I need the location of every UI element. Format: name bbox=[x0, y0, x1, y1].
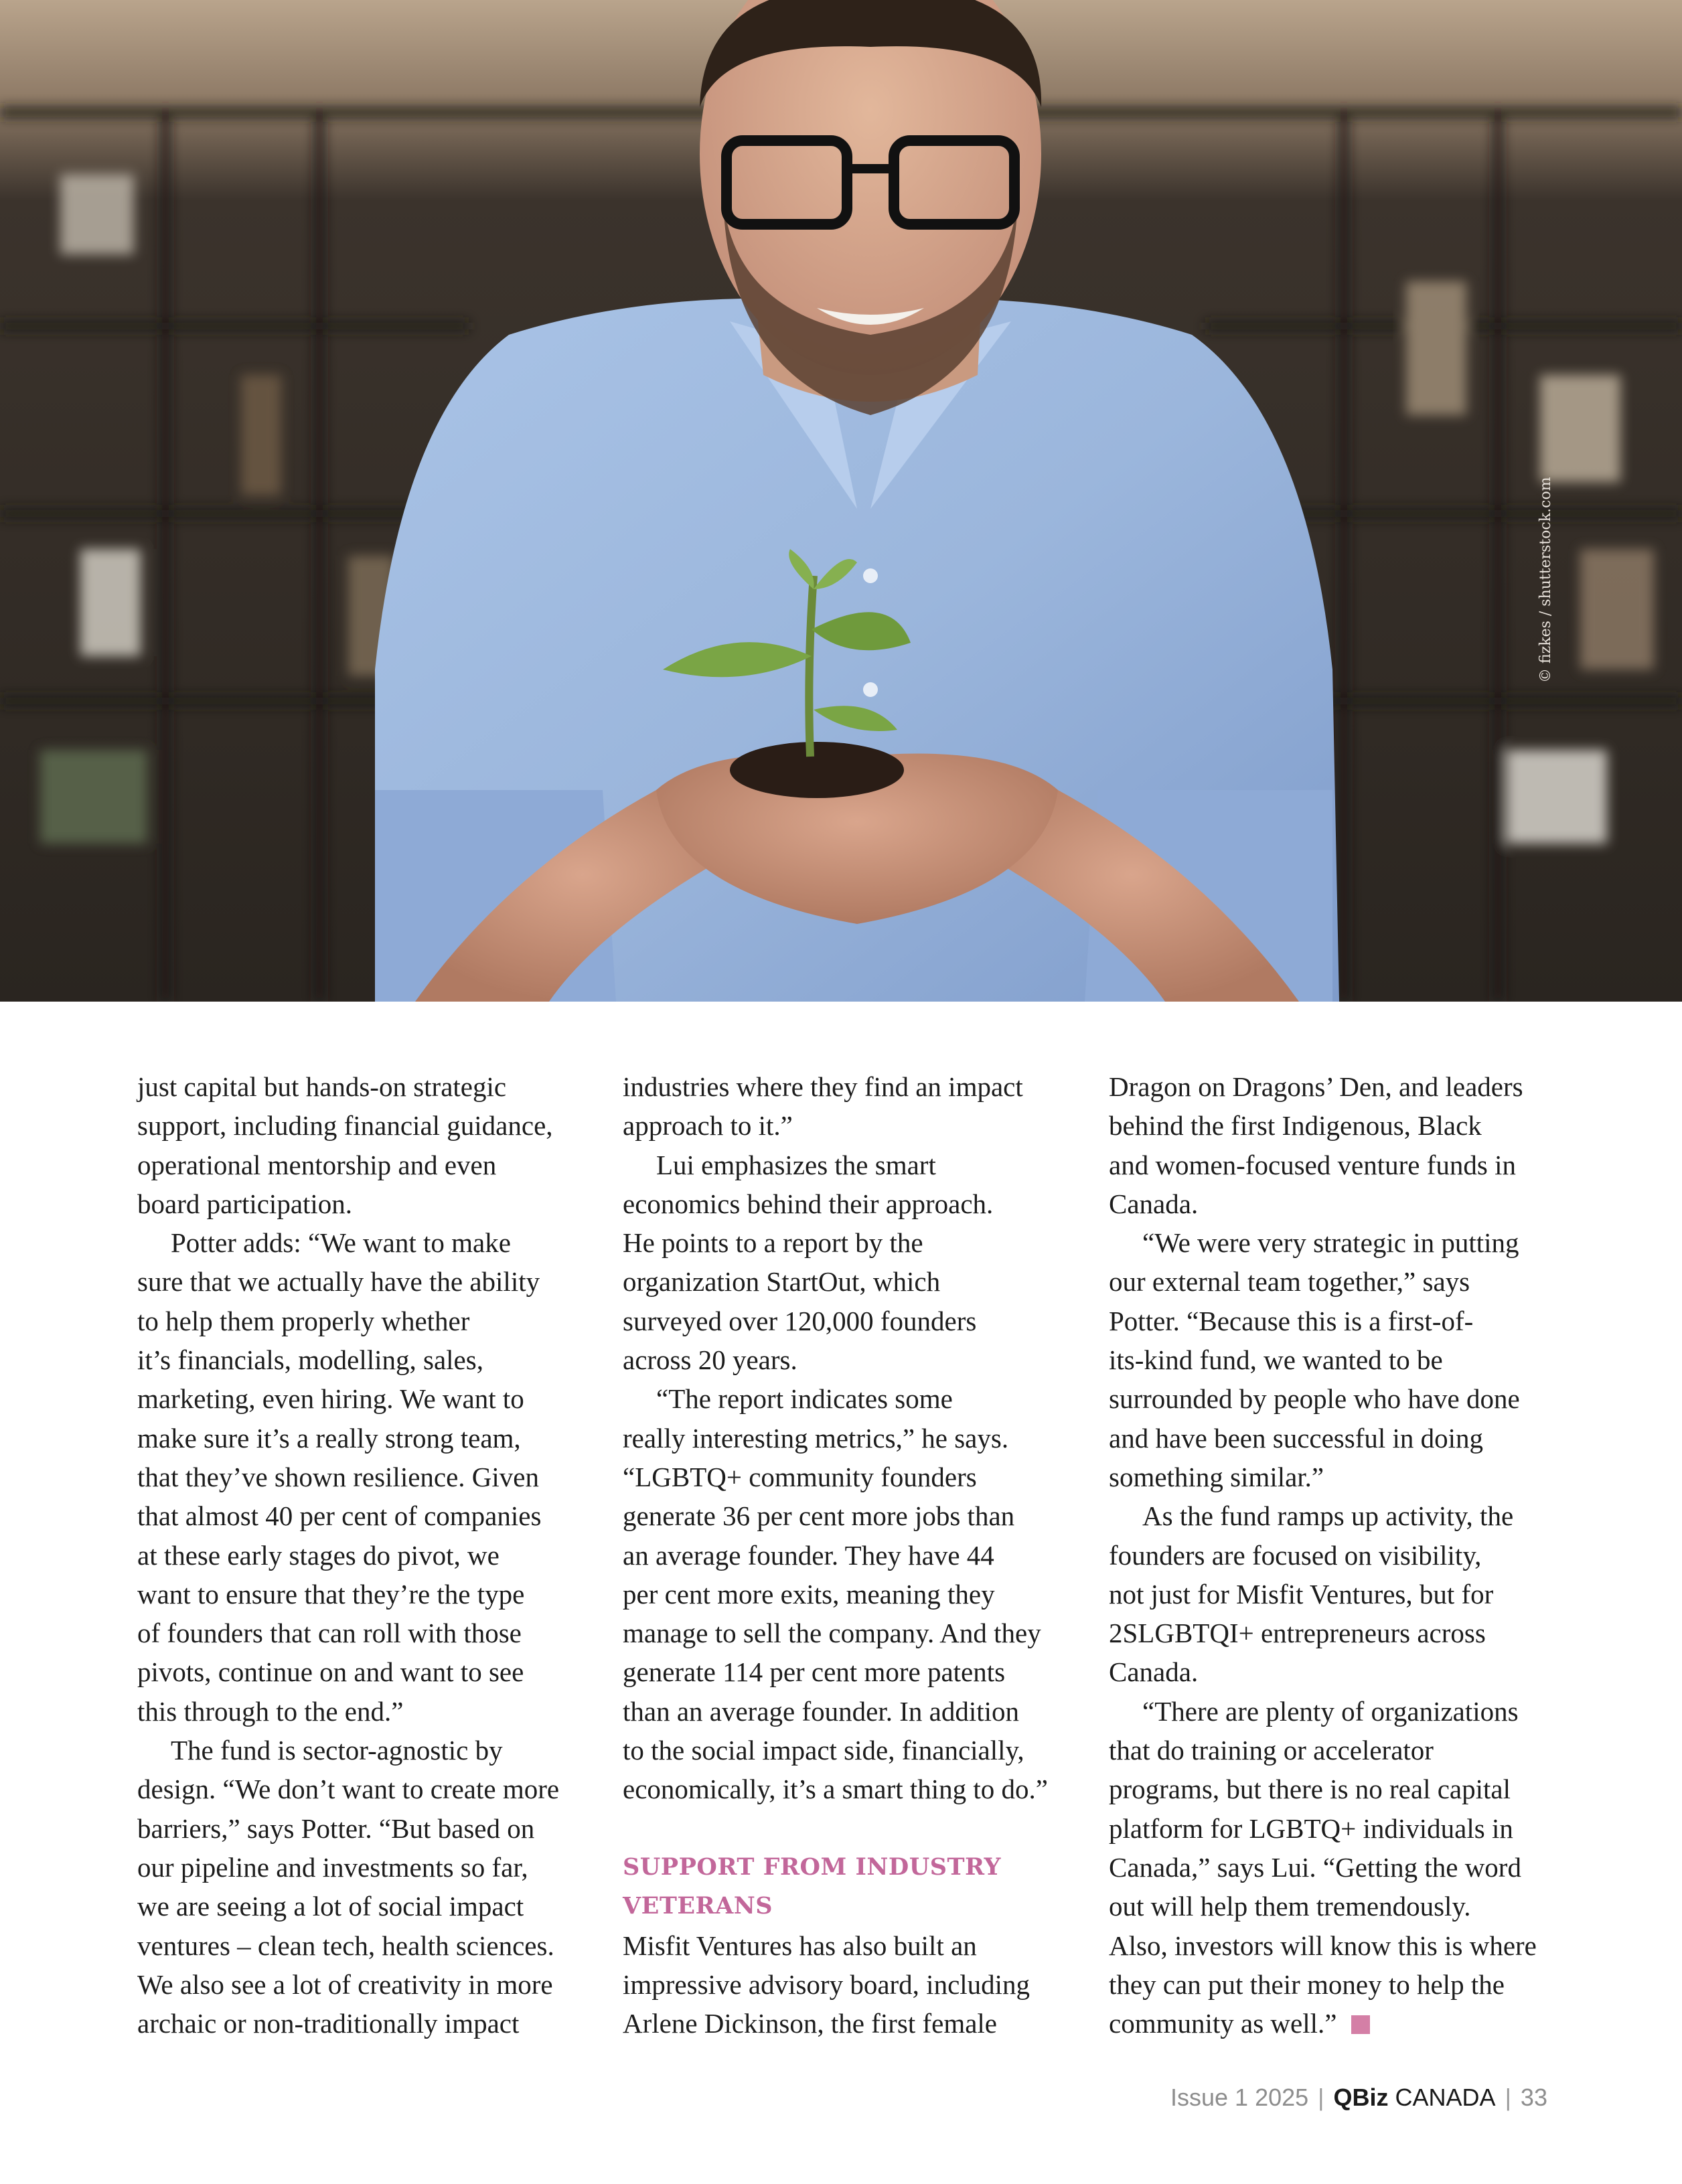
text-line: “We were very strategic in putting bbox=[1142, 1227, 1519, 1259]
text-line: that almost 40 per cent of companies bbox=[137, 1500, 542, 1532]
man-holding-seedling-illustration bbox=[0, 0, 1682, 1002]
text-line: want to ensure that they’re the type bbox=[137, 1578, 525, 1610]
text-line: “There are plenty of organizations bbox=[1142, 1695, 1519, 1727]
text-line: Also, investors will know this is where bbox=[1109, 1930, 1537, 1961]
text-line: our pipeline and investments so far, bbox=[137, 1851, 528, 1883]
text-line: just capital but hands-on strategic bbox=[137, 1071, 507, 1102]
text-line: generate 36 per cent more jobs than bbox=[623, 1500, 1015, 1532]
footer-divider: | bbox=[1318, 2084, 1324, 2111]
article-column-1 bbox=[137, 1067, 579, 2043]
page-footer bbox=[1170, 2084, 1586, 2117]
paragraph-gap bbox=[623, 1809, 1065, 1848]
text-line: Canada. bbox=[1109, 1188, 1199, 1219]
text-line: Canada,” says Lui. “Getting the word bbox=[1109, 1851, 1521, 1883]
hero-photo bbox=[0, 0, 1682, 1002]
text-line: per cent more exits, meaning they bbox=[623, 1578, 995, 1610]
text-line: organization StartOut, which bbox=[623, 1266, 941, 1298]
text-line: make sure it’s a really strong team, bbox=[137, 1422, 521, 1454]
text-line: Potter adds: “We want to make bbox=[171, 1227, 511, 1259]
text-line: support, including financial guidance, bbox=[137, 1110, 553, 1142]
text-line: of founders that can roll with those bbox=[137, 1618, 522, 1649]
text-line: something similar.” bbox=[1109, 1461, 1324, 1492]
text-line: Lui emphasizes the smart bbox=[656, 1149, 936, 1180]
text-line: “The report indicates some bbox=[656, 1383, 953, 1415]
text-line: platform for LGBTQ+ individuals in bbox=[1109, 1812, 1513, 1844]
text-line: pivots, continue on and want to see bbox=[137, 1656, 524, 1688]
text-line: industries where they find an impact bbox=[623, 1071, 1023, 1102]
text-line: its-kind fund, we wanted to be bbox=[1109, 1344, 1443, 1376]
text-line: impressive advisory board, including bbox=[623, 1968, 1030, 2000]
text-line: We also see a lot of creativity in more bbox=[137, 1968, 553, 2000]
text-line: barriers,” says Potter. “But based on bbox=[137, 1812, 535, 1844]
text-line: our external team together,” says bbox=[1109, 1266, 1470, 1298]
text-line: Canada. bbox=[1109, 1656, 1199, 1688]
text-line: and women-focused venture funds in bbox=[1109, 1149, 1516, 1180]
text-line: an average founder. They have 44 bbox=[623, 1539, 994, 1571]
text-line: and have been successful in doing bbox=[1109, 1422, 1484, 1454]
text-line: that they’ve shown resilience. Given bbox=[137, 1461, 540, 1492]
page-number: 33 bbox=[1520, 2084, 1547, 2111]
text-line: Dragon on Dragons’ Den, and leaders bbox=[1109, 1071, 1523, 1102]
text-line: surrounded by people who have done bbox=[1109, 1383, 1520, 1415]
text-line: Misfit Ventures has also built an bbox=[623, 1930, 977, 1961]
text-line: it’s financials, modelling, sales, bbox=[137, 1344, 483, 1376]
text-line: we are seeing a lot of social impact bbox=[137, 1891, 524, 1922]
text-line: across 20 years. bbox=[623, 1344, 797, 1376]
text-line: founders are focused on visibility, bbox=[1109, 1539, 1482, 1571]
text-line: programs, but there is no real capital bbox=[1109, 1774, 1511, 1805]
end-of-article-mark bbox=[1351, 2015, 1370, 2034]
magazine-brand-bold: QBiz bbox=[1333, 2084, 1389, 2111]
text-line: marketing, even hiring. We want to bbox=[137, 1383, 524, 1415]
text-line: approach to it.” bbox=[623, 1110, 793, 1142]
footer-divider: | bbox=[1505, 2084, 1511, 2111]
article-column-3 bbox=[1109, 1067, 1551, 2043]
text-line: behind the first Indigenous, Black bbox=[1109, 1110, 1482, 1142]
text-line: they can put their money to help the bbox=[1109, 1968, 1505, 2000]
text-line: Potter. “Because this is a first-of- bbox=[1109, 1305, 1474, 1336]
text-line: 2SLGBTQI+ entrepreneurs across bbox=[1109, 1618, 1486, 1649]
text-line: surveyed over 120,000 founders bbox=[623, 1305, 977, 1336]
text-line: Arlene Dickinson, the first female bbox=[623, 2008, 998, 2039]
text-line: As the fund ramps up activity, the bbox=[1142, 1500, 1514, 1532]
text-line: generate 114 per cent more patents bbox=[623, 1656, 1006, 1688]
issue-label: Issue 1 2025 bbox=[1170, 2084, 1309, 2111]
text-line: manage to sell the company. And they bbox=[623, 1618, 1041, 1649]
section-heading-line: SUPPORT FROM INDUSTRY bbox=[623, 1853, 1002, 1881]
text-line: economically, it’s a smart thing to do.” bbox=[623, 1774, 1048, 1805]
text-line: design. “We don’t want to create more bbox=[137, 1774, 560, 1805]
text-line: economics behind their approach. bbox=[623, 1188, 994, 1219]
text-line: out will help them tremendously. bbox=[1109, 1891, 1471, 1922]
text-line: not just for Misfit Ventures, but for bbox=[1109, 1578, 1494, 1610]
text-line: this through to the end.” bbox=[137, 1695, 404, 1727]
text-line: to help them properly whether bbox=[137, 1305, 470, 1336]
text-line: to the social impact side, financially, bbox=[623, 1735, 1024, 1766]
text-line: ventures – clean tech, health sciences. bbox=[137, 1930, 554, 1961]
text-line: sure that we actually have the ability bbox=[137, 1266, 540, 1298]
text-line: community as well.” bbox=[1109, 2004, 1551, 2043]
text-line: “LGBTQ+ community founders bbox=[623, 1461, 977, 1492]
text-line: at these early stages do pivot, we bbox=[137, 1539, 500, 1571]
photo-credit: © fizkes / shutterstock.com bbox=[1537, 477, 1554, 683]
section-heading-line: VETERANS bbox=[623, 1892, 773, 1920]
text-line: He points to a report by the bbox=[623, 1227, 923, 1259]
text-line: The fund is sector-agnostic by bbox=[171, 1735, 503, 1766]
text-line: that do training or accelerator bbox=[1109, 1735, 1434, 1766]
text-line: than an average founder. In addition bbox=[623, 1695, 1019, 1727]
text-line: archaic or non-traditionally impact bbox=[137, 2008, 520, 2039]
text-line: board participation. bbox=[137, 1188, 353, 1219]
text-line: operational mentorship and even bbox=[137, 1149, 497, 1180]
magazine-brand-name: CANADA bbox=[1388, 2084, 1496, 2111]
text-line: really interesting metrics,” he says. bbox=[623, 1422, 1009, 1454]
article-column-2 bbox=[623, 1067, 1065, 2043]
